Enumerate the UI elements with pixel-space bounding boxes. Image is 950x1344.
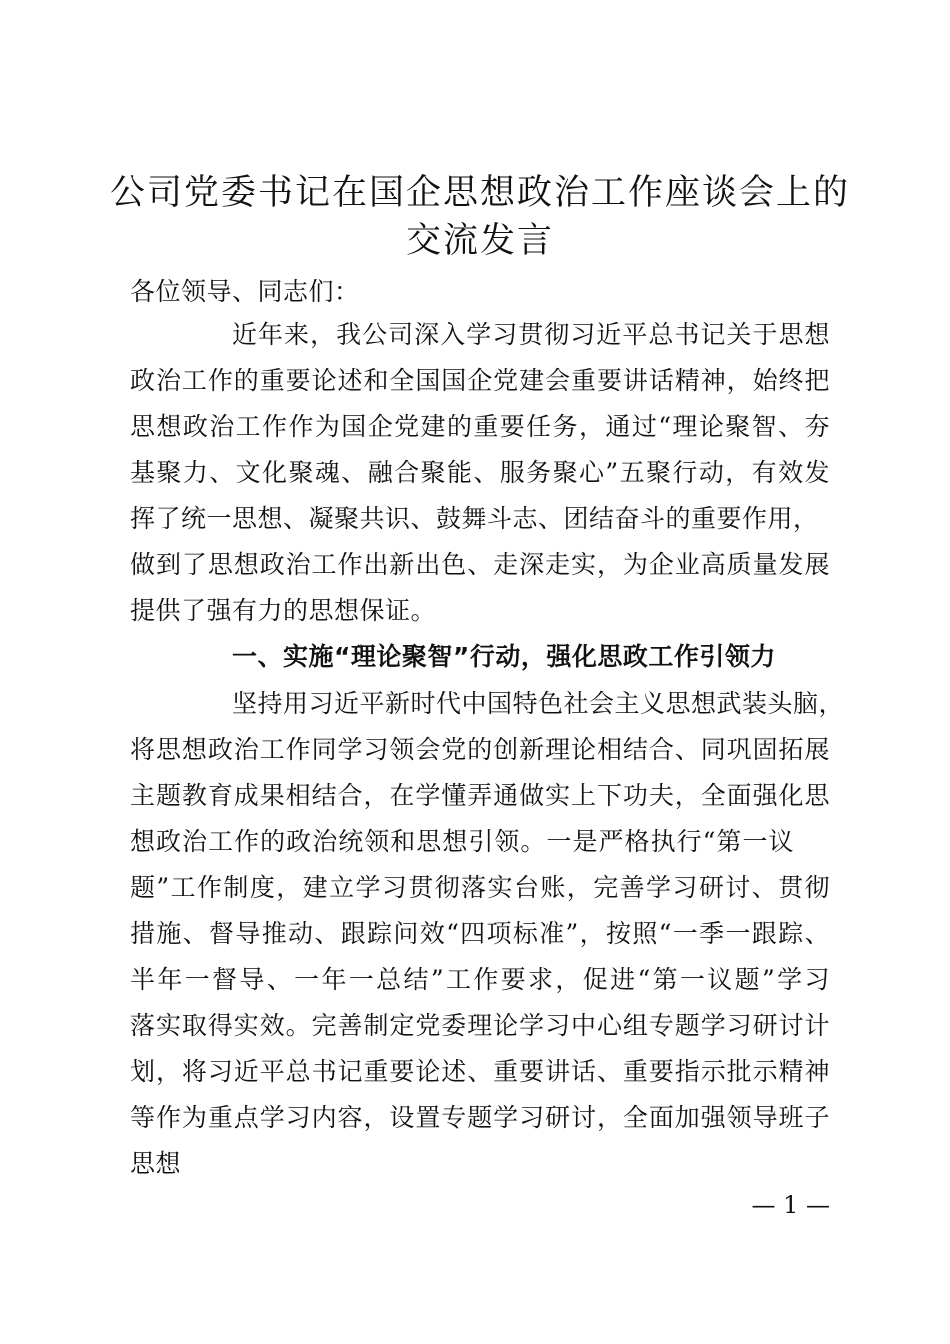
section-1-heading: 一、实施“理论聚智”行动，强化思政工作引领力	[232, 642, 776, 671]
paragraph-2-line-5: 题”工作制度，建立学习贯彻落实台账，完善学习研讨、贯彻	[130, 873, 830, 902]
salutation: 各位领导、同志们：	[130, 277, 360, 306]
paragraph-1-line-3: 思想政治工作作为国企党建的重要任务，通过“理论聚智、夯	[130, 412, 830, 441]
paragraph-2-line-3: 主题教育成果相结合，在学懂弄通做实上下功夫，全面强化思	[130, 781, 830, 810]
document-title-line-2: 交流发言	[405, 221, 554, 261]
paragraph-1-line-2: 政治工作的重要论述和全国国企党建会重要讲话精神，始终把	[130, 366, 830, 395]
paragraph-1-line-1: 近年来，我公司深入学习贯彻习近平总书记关于思想	[232, 320, 830, 349]
paragraph-2-line-9: 划，将习近平总书记重要论述、重要讲话、重要指示批示精神	[130, 1057, 830, 1086]
paragraph-2-line-8: 落实取得实效。完善制定党委理论学习中心组专题学习研讨计	[130, 1011, 830, 1040]
paragraph-2-line-10: 等作为重点学习内容，设置专题学习研讨，全面加强领导班子	[130, 1103, 830, 1132]
paragraph-1-line-5: 挥了统一思想、凝聚共识、鼓舞斗志、团结奋斗的重要作用，	[130, 504, 819, 533]
paragraph-2-line-11: 思想	[130, 1149, 182, 1178]
paragraph-1-line-4: 基聚力、文化聚魂、融合聚能、服务聚心”五聚行动，有效发	[130, 458, 830, 487]
paragraph-2-line-1: 坚持用习近平新时代中国特色社会主义思想武装头脑，	[232, 689, 845, 718]
page-number: — 1 —	[751, 1191, 830, 1219]
paragraph-1-line-6: 做到了思想政治工作出新出色、走深走实，为企业高质量发展	[130, 550, 830, 579]
document-title-line-1: 公司党委书记在国企思想政治工作座谈会上的	[109, 173, 850, 213]
paragraph-2-line-7: 半年一督导、一年一总结”工作要求，促进“第一议题”学习	[130, 965, 830, 994]
paragraph-2-line-6: 措施、督导推动、跟踪问效“四项标准”，按照“一季一跟踪、	[130, 919, 830, 948]
paragraph-2-line-2: 将思想政治工作同学习领会党的创新理论相结合、同巩固拓展	[130, 735, 830, 764]
paragraph-1-line-7: 提供了强有力的思想保证。	[130, 596, 437, 625]
paragraph-2-line-4: 想政治工作的政治统领和思想引领。一是严格执行“第一议	[130, 827, 794, 856]
